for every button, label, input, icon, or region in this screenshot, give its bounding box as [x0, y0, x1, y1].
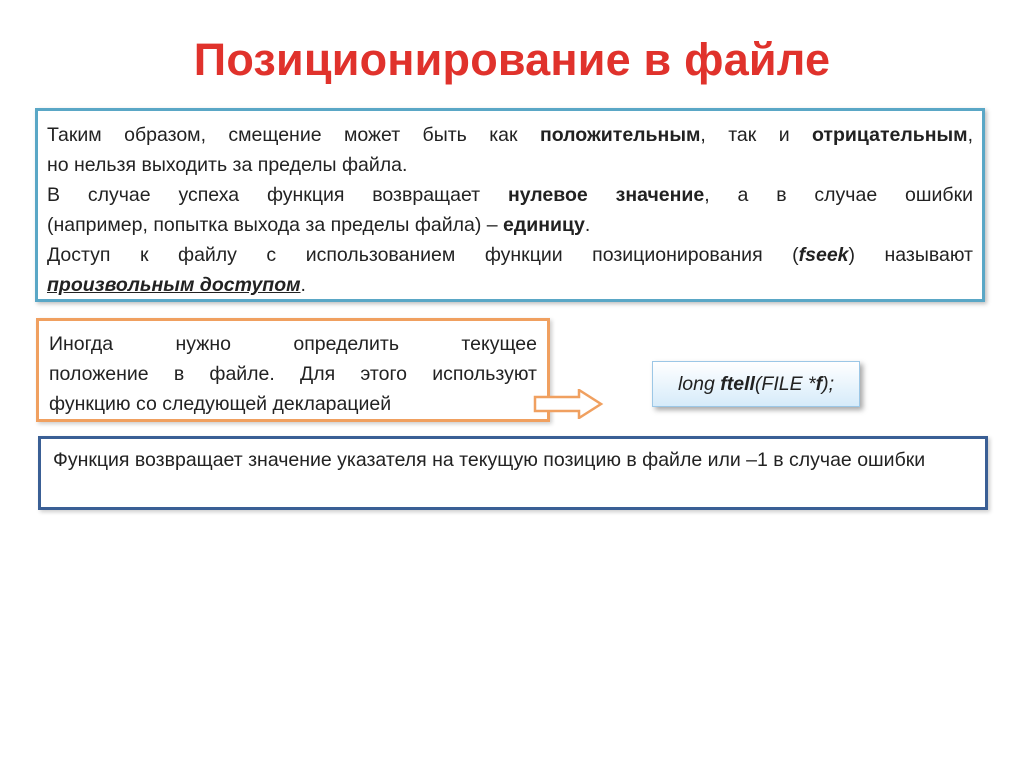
info-box-ftell-intro	[36, 318, 550, 422]
right-arrow-icon	[533, 389, 605, 419]
paragraph-access-line1: Доступ к файлу с использованием функции позиционирования (fseek) называют	[47, 244, 973, 266]
paragraph-return-line1: В случае успеха функция возвращает нулевое значение, а в случае ошибки	[47, 184, 973, 206]
slide-title: Позиционирование в файле	[193, 34, 831, 85]
paragraph-offset-line2: но нельзя выходить за пределы файла.	[47, 154, 408, 176]
paragraph-offset-line1: Таким образом, смещение может быть как положительным, так и отрицательным,	[47, 124, 973, 146]
paragraph-return-line2: (например, попытка выхода за пределы файла) – единицу.	[47, 214, 591, 236]
info-box-offset	[35, 108, 985, 302]
ftell-declaration: long ftell(FILE *f);	[652, 361, 860, 407]
info-box-ftell-return	[38, 436, 988, 510]
intro-line2: положение в файле. Для этого используют	[49, 363, 537, 385]
intro-line1: Иногда нужно определить текущее	[49, 333, 537, 355]
return-description: Функция возвращает значение указателя на текущую позицию в файле или –1 в случае ошибки	[53, 449, 926, 471]
paragraph-access-line2: произвольным доступом.	[47, 274, 306, 296]
intro-line3: функцию со следующей декларацией	[49, 393, 392, 415]
